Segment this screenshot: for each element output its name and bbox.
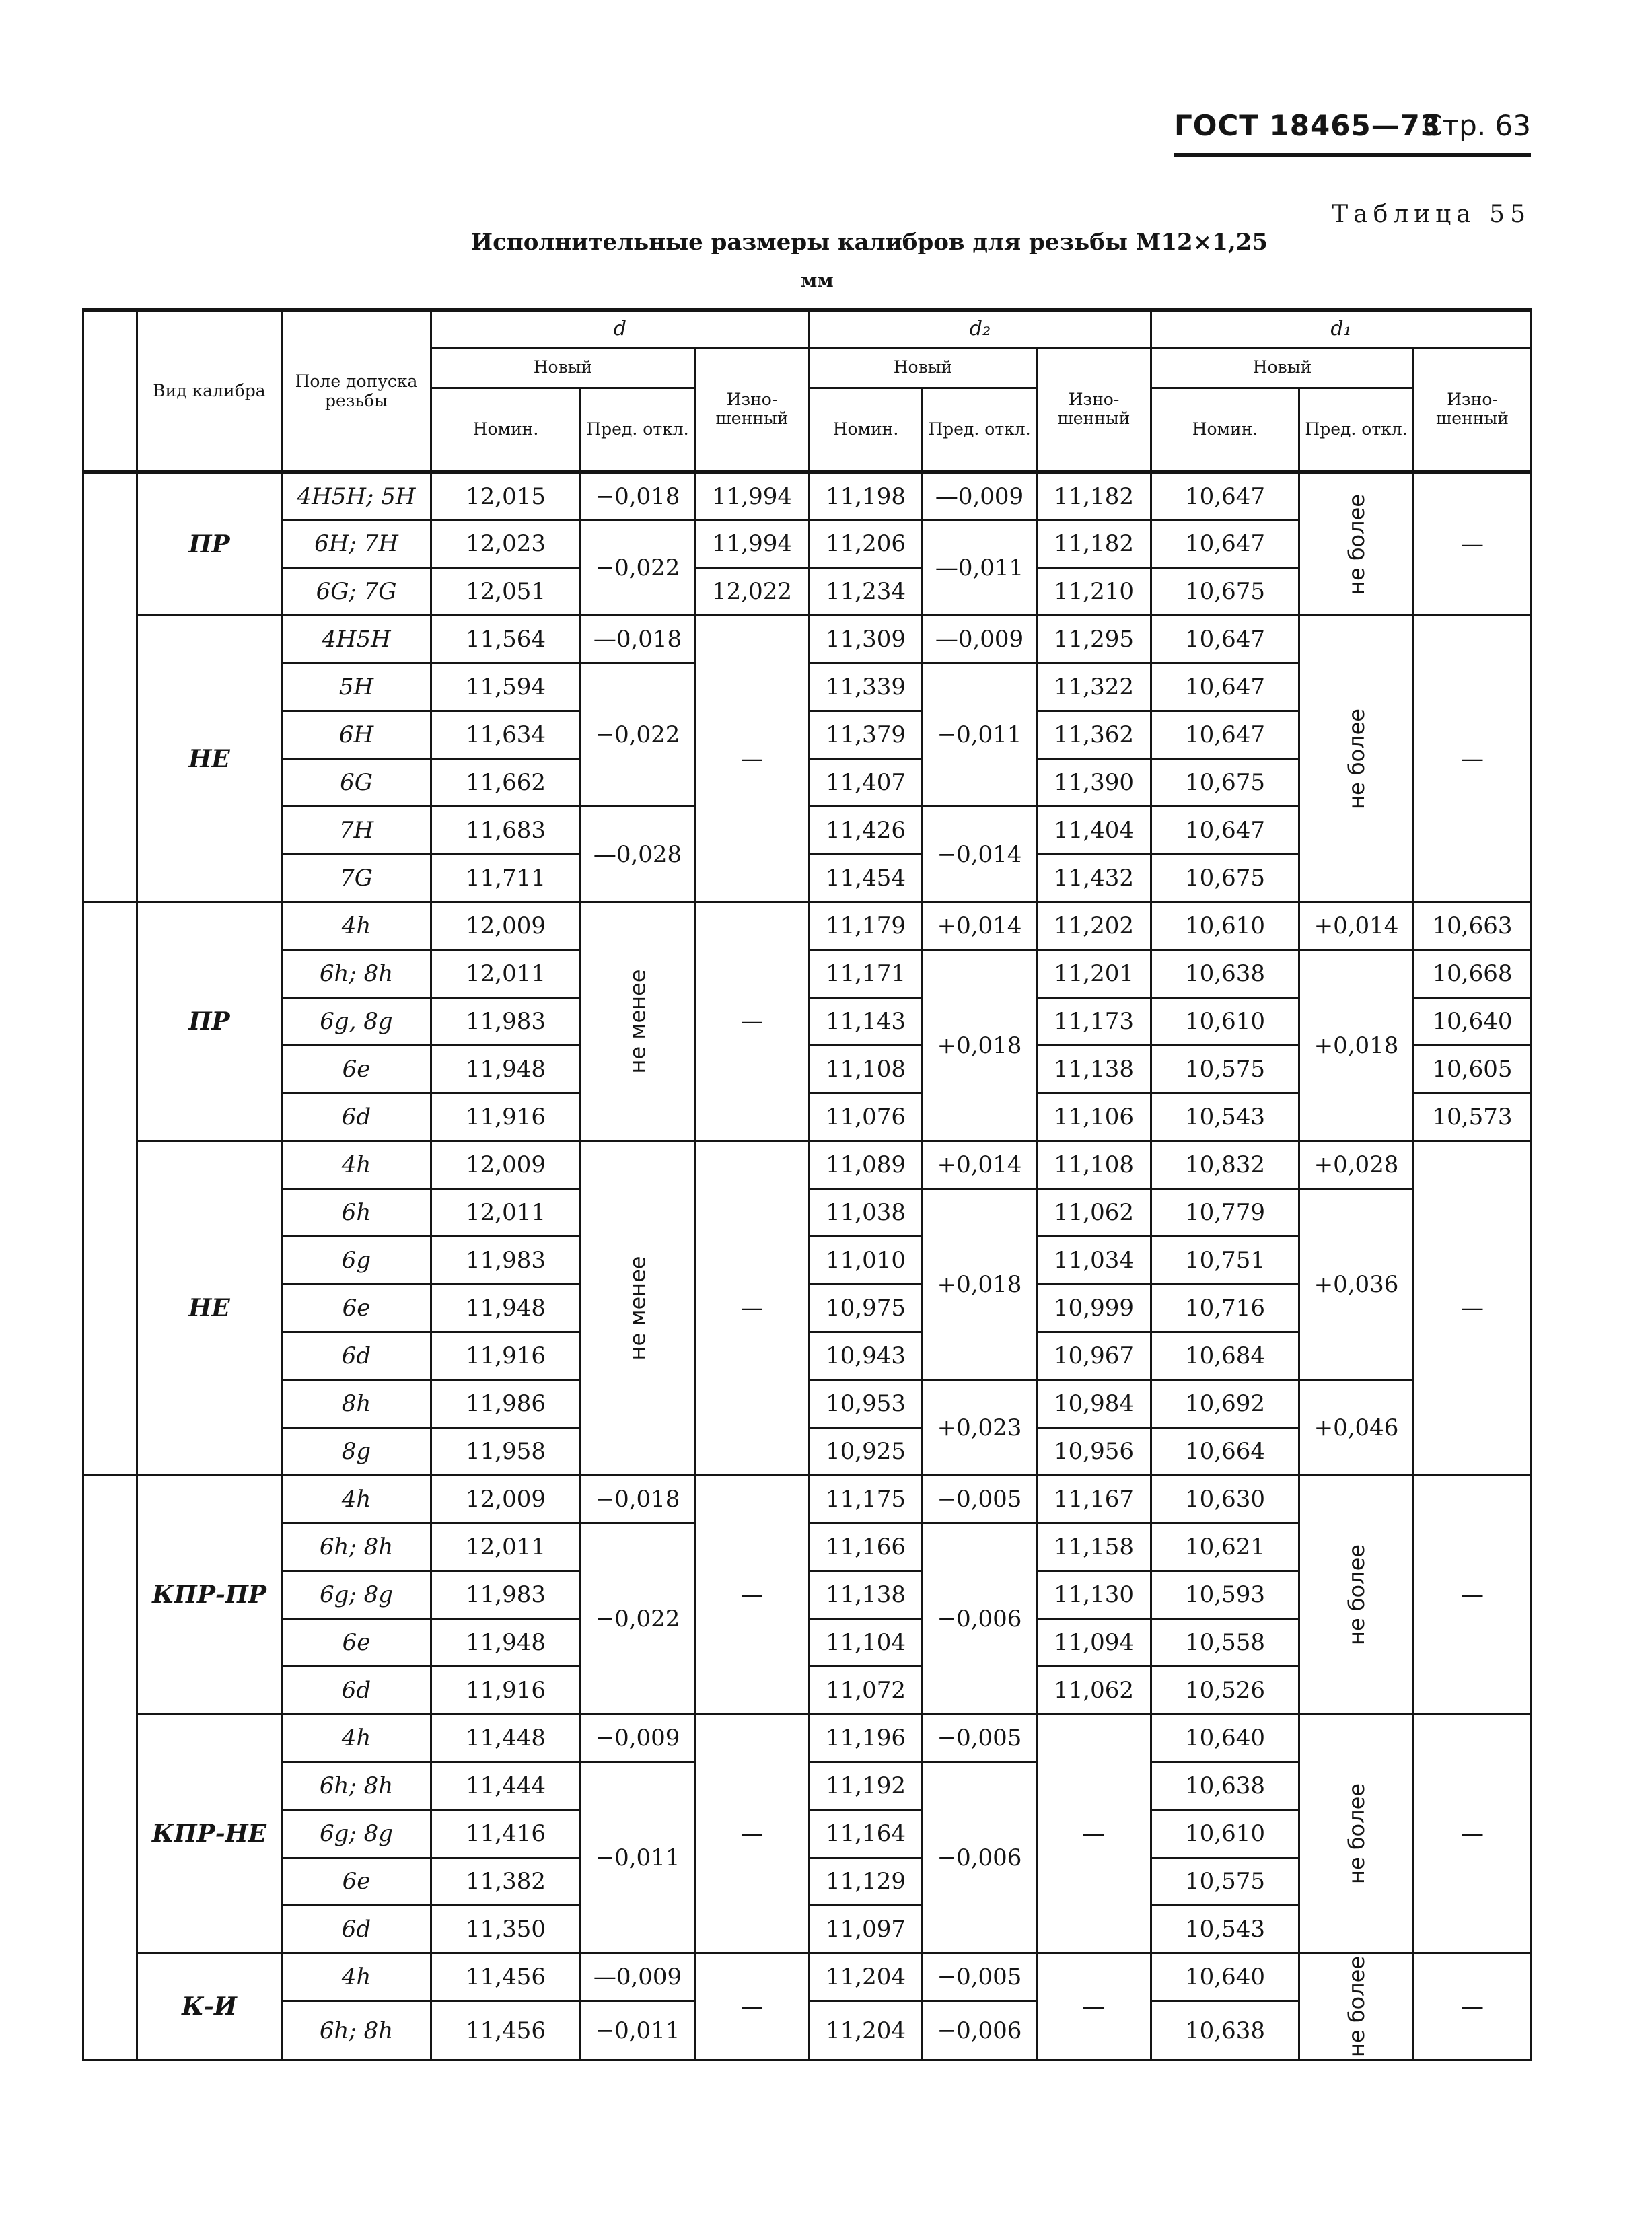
d-worn-header: Изно-шенный (695, 347, 810, 472)
table-title: Исполнительные размеры калибров для резьбы М12×1,25 (471, 229, 1268, 256)
value-cell: 10,953 (810, 1380, 923, 1428)
gauge-type-cell: НЕ (137, 1141, 282, 1476)
value-cell: 10,664 (1151, 1428, 1299, 1476)
value-cell: 11,158 (1037, 1523, 1151, 1571)
value-cell: 10,647 (1151, 711, 1299, 759)
table-row (83, 1141, 1532, 1189)
tolerance-cell: 6g; 8g (282, 1571, 431, 1619)
value-cell: 11,034 (1037, 1237, 1151, 1285)
tolerance-cell: 6d (282, 1667, 431, 1715)
tolerance-cell: 6d (282, 1906, 431, 1953)
value-cell: 11,108 (1037, 1141, 1151, 1189)
value-cell: 11,404 (1037, 807, 1151, 855)
value-cell: 10,558 (1151, 1619, 1299, 1667)
tolerance-cell: 4h (282, 1953, 431, 2001)
dash-cell: — (1414, 1141, 1532, 1476)
value-cell: 11,295 (1037, 616, 1151, 663)
tolerance-cell: 4h (282, 1715, 431, 1762)
value-cell: 10,638 (1151, 950, 1299, 998)
table-row (83, 1715, 1532, 1762)
value-cell: 11,198 (810, 472, 923, 520)
col-name-header (83, 310, 137, 472)
value-cell: 11,322 (1037, 663, 1151, 711)
gauge-type-cell: КПР-НЕ (137, 1715, 282, 1953)
value-cell: 11,390 (1037, 759, 1151, 807)
tolerance-cell: 8h (282, 1380, 431, 1428)
value-cell: 11,202 (1037, 902, 1151, 950)
tolerance-cell: 7H (282, 807, 431, 855)
value-cell: 12,011 (431, 1189, 581, 1237)
value-cell: −0,011 (581, 1762, 695, 1953)
gauge-type-cell: КПР-ПР (137, 1476, 282, 1715)
value-cell: 11,382 (431, 1858, 581, 1906)
table-row (83, 1476, 1532, 1523)
value-cell: 10,663 (1414, 902, 1532, 950)
value-cell: —0,009 (581, 1953, 695, 2001)
units-label: мм (801, 269, 834, 291)
value-cell: 11,994 (695, 520, 810, 568)
value-cell: −0,009 (581, 1715, 695, 1762)
dash-cell: — (695, 1953, 810, 2060)
col-d2-header: d₂ (810, 310, 1151, 347)
value-cell: 10,832 (1151, 1141, 1299, 1189)
value-cell: 10,640 (1151, 1715, 1299, 1762)
tolerance-cell: 6g, 8g (282, 998, 431, 1046)
value-cell: 12,051 (431, 568, 581, 616)
value-cell: —0,028 (581, 807, 695, 902)
value-cell: 11,454 (810, 855, 923, 902)
value-cell: 11,138 (810, 1571, 923, 1619)
d1-worn-header: Изно-шенный (1414, 347, 1532, 472)
tolerance-cell: 6h; 8h (282, 1523, 431, 1571)
dash-cell: — (1414, 472, 1532, 616)
value-cell: 11,234 (810, 568, 923, 616)
table-row (83, 616, 1532, 663)
limit-note: не более (1299, 1476, 1414, 1715)
value-cell: 10,943 (810, 1332, 923, 1380)
value-cell: 11,958 (431, 1428, 581, 1476)
value-cell: +0,014 (923, 902, 1037, 950)
value-cell: 10,675 (1151, 855, 1299, 902)
value-cell: −0,022 (581, 520, 695, 616)
tolerance-cell: 6e (282, 1619, 431, 1667)
value-cell: 10,640 (1414, 998, 1532, 1046)
value-cell: −0,022 (581, 663, 695, 807)
tolerance-cell: 4h (282, 1476, 431, 1523)
value-cell: 11,662 (431, 759, 581, 807)
value-cell: 10,692 (1151, 1380, 1299, 1428)
value-cell: 10,647 (1151, 520, 1299, 568)
tolerance-cell: 4h (282, 902, 431, 950)
value-cell: 11,106 (1037, 1093, 1151, 1141)
value-cell: 10,605 (1414, 1046, 1532, 1093)
value-cell: 10,647 (1151, 616, 1299, 663)
value-cell: 10,647 (1151, 472, 1299, 520)
value-cell: 11,564 (431, 616, 581, 663)
value-cell: −0,018 (581, 472, 695, 520)
value-cell: 12,011 (431, 1523, 581, 1571)
value-cell: 10,716 (1151, 1285, 1299, 1332)
value-cell: 11,379 (810, 711, 923, 759)
tolerance-cell: 6H; 7H (282, 520, 431, 568)
value-cell: 10,573 (1414, 1093, 1532, 1141)
value-cell: 10,638 (1151, 1762, 1299, 1810)
value-cell: —0,011 (923, 520, 1037, 616)
d1-new-header: Новый (1151, 347, 1414, 388)
col-d-header: d (431, 310, 810, 347)
tolerance-cell: 8g (282, 1428, 431, 1476)
gauge-type-cell: ПР (137, 902, 282, 1141)
value-cell: 11,138 (1037, 1046, 1151, 1093)
dash-cell: — (1037, 1953, 1151, 2060)
table-row (83, 902, 1532, 950)
table-row (83, 1953, 1532, 2001)
value-cell: 10,630 (1151, 1476, 1299, 1523)
gauge-dimensions-table (82, 308, 1532, 2061)
value-cell: −0,011 (923, 663, 1037, 807)
dash-cell: — (1414, 1953, 1532, 2060)
value-cell: 11,456 (431, 2001, 581, 2060)
value-cell: +0,028 (1299, 1141, 1414, 1189)
value-cell: 10,575 (1151, 1046, 1299, 1093)
standard-number: ГОСТ 18465—73 (1174, 109, 1441, 142)
group-label-rings (83, 902, 137, 1476)
value-cell: 10,526 (1151, 1667, 1299, 1715)
tolerance-cell: 6H (282, 711, 431, 759)
value-cell: −0,022 (581, 1523, 695, 1715)
value-cell: 10,684 (1151, 1332, 1299, 1380)
value-cell: 10,543 (1151, 1093, 1299, 1141)
value-cell: 11,204 (810, 1953, 923, 2001)
value-cell: 11,210 (1037, 568, 1151, 616)
limit-note: не более (1299, 1715, 1414, 1953)
value-cell: −0,006 (923, 1523, 1037, 1715)
value-cell: +0,018 (1299, 950, 1414, 1141)
dash-cell: — (695, 1141, 810, 1476)
value-cell: +0,046 (1299, 1380, 1414, 1476)
value-cell: 11,350 (431, 1906, 581, 1953)
value-cell: —0,009 (923, 472, 1037, 520)
value-cell: 10,675 (1151, 568, 1299, 616)
value-cell: 10,610 (1151, 998, 1299, 1046)
value-cell: 11,916 (431, 1332, 581, 1380)
value-cell: −0,005 (923, 1953, 1037, 2001)
dash-cell: — (695, 1476, 810, 1715)
value-cell: 11,711 (431, 855, 581, 902)
value-cell: +0,014 (1299, 902, 1414, 950)
value-cell: −0,005 (923, 1715, 1037, 1762)
value-cell: —0,009 (923, 616, 1037, 663)
value-cell: −0,014 (923, 807, 1037, 902)
gauge-type-cell: К-И (137, 1953, 282, 2060)
d2-nominal-header: Номин. (810, 388, 923, 472)
dash-cell: — (695, 902, 810, 1141)
limit-note: не более (1299, 472, 1414, 616)
value-cell: 10,999 (1037, 1285, 1151, 1332)
value-cell: 12,009 (431, 1476, 581, 1523)
value-cell: 11,634 (431, 711, 581, 759)
value-cell: −0,011 (581, 2001, 695, 2060)
d1-deviation-header: Пред. откл. (1299, 388, 1414, 472)
value-cell: 11,182 (1037, 472, 1151, 520)
value-cell: −0,018 (581, 1476, 695, 1523)
value-cell: 11,166 (810, 1523, 923, 1571)
value-cell: 11,983 (431, 1571, 581, 1619)
value-cell: 10,975 (810, 1285, 923, 1332)
value-cell: 11,683 (431, 807, 581, 855)
value-cell: 11,076 (810, 1093, 923, 1141)
value-cell: 11,129 (810, 1858, 923, 1906)
value-cell: 10,956 (1037, 1428, 1151, 1476)
page-header (1174, 106, 1531, 157)
value-cell: 11,948 (431, 1046, 581, 1093)
limit-note: не более (1299, 1953, 1414, 2060)
value-cell: 11,594 (431, 663, 581, 711)
value-cell: 10,543 (1151, 1906, 1299, 1953)
value-cell: 11,130 (1037, 1571, 1151, 1619)
tolerance-cell: 5H (282, 663, 431, 711)
tolerance-cell: 6h; 8h (282, 1762, 431, 1810)
value-cell: 11,416 (431, 1810, 581, 1858)
value-cell: 12,009 (431, 1141, 581, 1189)
value-cell: 10,779 (1151, 1189, 1299, 1237)
col-tolerance-header: Поле допуска резьбы (282, 310, 431, 472)
limit-note: не менее (581, 902, 695, 1141)
table-label: Таблица 55 (1332, 201, 1531, 228)
value-cell: 11,167 (1037, 1476, 1151, 1523)
col-d1-header: d₁ (1151, 310, 1532, 347)
value-cell: 10,668 (1414, 950, 1532, 998)
value-cell: 11,196 (810, 1715, 923, 1762)
value-cell: 11,143 (810, 998, 923, 1046)
col-gauge-type-header: Вид калибра (137, 310, 282, 472)
tolerance-cell: 6e (282, 1858, 431, 1906)
tolerance-cell: 6h; 8h (282, 2001, 431, 2060)
value-cell: 10,575 (1151, 1858, 1299, 1906)
value-cell: 11,182 (1037, 520, 1151, 568)
d-nominal-header: Номин. (431, 388, 581, 472)
value-cell: 10,647 (1151, 807, 1299, 855)
tolerance-cell: 6d (282, 1332, 431, 1380)
tolerance-cell: 6d (282, 1093, 431, 1141)
tolerance-cell: 4h (282, 1141, 431, 1189)
tolerance-cell: 4H5H; 5H (282, 472, 431, 520)
value-cell: 10,610 (1151, 1810, 1299, 1858)
d2-deviation-header: Пред. откл. (923, 388, 1037, 472)
value-cell: 11,948 (431, 1285, 581, 1332)
value-cell: 11,206 (810, 520, 923, 568)
value-cell: 11,108 (810, 1046, 923, 1093)
page-number: Стр. 63 (1423, 109, 1531, 142)
value-cell: 10,621 (1151, 1523, 1299, 1571)
value-cell: 12,011 (431, 950, 581, 998)
value-cell: 12,009 (431, 902, 581, 950)
value-cell: 11,986 (431, 1380, 581, 1428)
group-label-plugs (83, 472, 137, 902)
tolerance-cell: 6g; 8g (282, 1810, 431, 1858)
value-cell: 10,984 (1037, 1380, 1151, 1428)
tolerance-cell: 6e (282, 1285, 431, 1332)
value-cell: 11,444 (431, 1762, 581, 1810)
value-cell: 12,022 (695, 568, 810, 616)
value-cell: 11,309 (810, 616, 923, 663)
value-cell: 11,173 (1037, 998, 1151, 1046)
value-cell: −0,005 (923, 1476, 1037, 1523)
value-cell: 10,967 (1037, 1332, 1151, 1380)
value-cell: 11,339 (810, 663, 923, 711)
value-cell: 11,426 (810, 807, 923, 855)
value-cell: 11,175 (810, 1476, 923, 1523)
tolerance-cell: 4H5H (282, 616, 431, 663)
value-cell: 11,094 (1037, 1619, 1151, 1667)
value-cell: 11,407 (810, 759, 923, 807)
value-cell: 11,192 (810, 1762, 923, 1810)
gauge-type-cell: ПР (137, 472, 282, 616)
tolerance-cell: 7G (282, 855, 431, 902)
group-label-control (83, 1476, 137, 2060)
value-cell: 10,925 (810, 1428, 923, 1476)
value-cell: 11,072 (810, 1667, 923, 1715)
value-cell: 11,104 (810, 1619, 923, 1667)
value-cell: 11,179 (810, 902, 923, 950)
value-cell: −0,006 (923, 2001, 1037, 2060)
value-cell: +0,023 (923, 1380, 1037, 1476)
d2-new-header: Новый (810, 347, 1037, 388)
dash-cell: — (695, 616, 810, 902)
limit-note: не более (1299, 616, 1414, 902)
dash-cell: — (695, 1715, 810, 1953)
value-cell: +0,036 (1299, 1189, 1414, 1380)
value-cell: −0,006 (923, 1762, 1037, 1953)
value-cell: 10,610 (1151, 902, 1299, 950)
table-row (83, 472, 1532, 520)
d2-worn-header: Изно-шенный (1037, 347, 1151, 472)
tolerance-cell: 6g (282, 1237, 431, 1285)
value-cell: 11,089 (810, 1141, 923, 1189)
value-cell: —0,018 (581, 616, 695, 663)
value-cell: 11,456 (431, 1953, 581, 2001)
value-cell: 11,432 (1037, 855, 1151, 902)
tolerance-cell: 6h; 8h (282, 950, 431, 998)
limit-note: не менее (581, 1141, 695, 1476)
value-cell: +0,018 (923, 950, 1037, 1141)
value-cell: 11,983 (431, 998, 581, 1046)
value-cell: 10,647 (1151, 663, 1299, 711)
value-cell: 11,204 (810, 2001, 923, 2060)
value-cell: 11,164 (810, 1810, 923, 1858)
value-cell: 11,062 (1037, 1189, 1151, 1237)
tolerance-cell: 6h (282, 1189, 431, 1237)
value-cell: 10,593 (1151, 1571, 1299, 1619)
dash-cell: — (1414, 1715, 1532, 1953)
value-cell: 11,038 (810, 1189, 923, 1237)
value-cell: 11,062 (1037, 1667, 1151, 1715)
value-cell: 11,171 (810, 950, 923, 998)
value-cell: 11,201 (1037, 950, 1151, 998)
value-cell: 10,638 (1151, 2001, 1299, 2060)
value-cell: 11,948 (431, 1619, 581, 1667)
d-deviation-header: Пред. откл. (581, 388, 695, 472)
value-cell: 11,916 (431, 1093, 581, 1141)
tolerance-cell: 6G (282, 759, 431, 807)
value-cell: 11,994 (695, 472, 810, 520)
value-cell: 11,983 (431, 1237, 581, 1285)
value-cell: 11,362 (1037, 711, 1151, 759)
dash-cell: — (1414, 616, 1532, 902)
d-new-header: Новый (431, 347, 695, 388)
value-cell: 11,097 (810, 1906, 923, 1953)
value-cell: 11,916 (431, 1667, 581, 1715)
value-cell: 12,015 (431, 472, 581, 520)
dash-cell: — (1414, 1476, 1532, 1715)
value-cell: 10,675 (1151, 759, 1299, 807)
tolerance-cell: 6e (282, 1046, 431, 1093)
value-cell: 10,640 (1151, 1953, 1299, 2001)
value-cell: 12,023 (431, 520, 581, 568)
d1-nominal-header: Номин. (1151, 388, 1299, 472)
dash-cell: — (1037, 1715, 1151, 1953)
value-cell: 11,010 (810, 1237, 923, 1285)
value-cell: +0,014 (923, 1141, 1037, 1189)
value-cell: 10,751 (1151, 1237, 1299, 1285)
tolerance-cell: 6G; 7G (282, 568, 431, 616)
value-cell: 11,448 (431, 1715, 581, 1762)
value-cell: +0,018 (923, 1189, 1037, 1380)
gauge-type-cell: НЕ (137, 616, 282, 902)
